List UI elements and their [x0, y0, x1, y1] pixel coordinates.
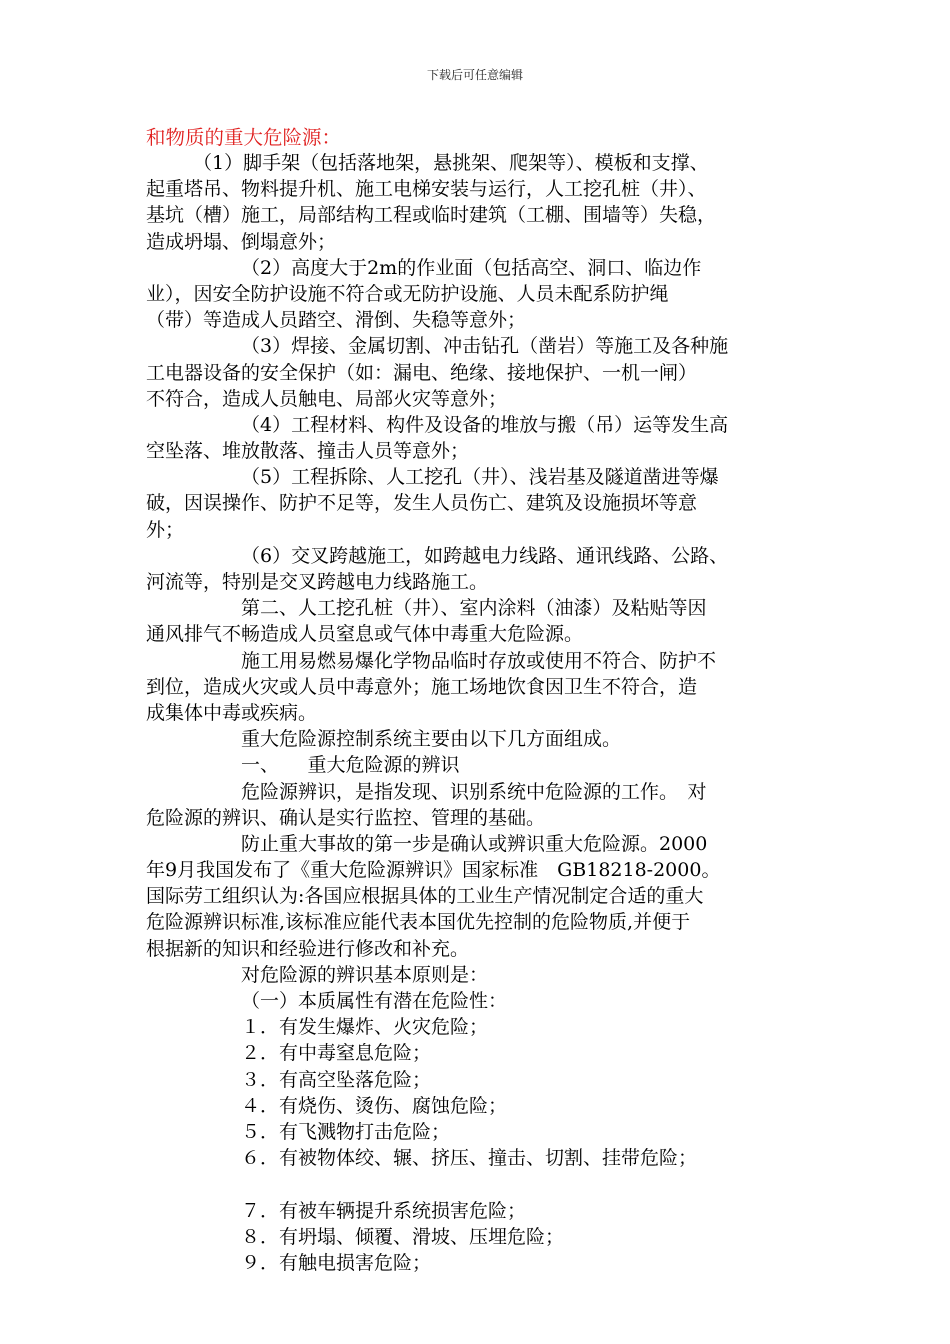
text-line: （5）工程拆除、人工挖孔（井）、浅岩基及隧道凿进等爆 — [241, 466, 719, 489]
text-line: 到位，造成火灾或人员中毒意外；施工场地饮食因卫生不符合，造 — [146, 675, 698, 698]
text-line: （4）工程材料、构件及设备的堆放与搬（吊）运等发生高 — [241, 413, 729, 436]
text-line: 外； — [146, 518, 185, 541]
text-line: 破，因误操作、防护不足等，发生人员伤亡、建筑及设施损坏等意 — [146, 492, 698, 515]
page-header: 下载后可任意编辑 — [426, 68, 523, 82]
list-item: ３．有高空坠落危险； — [241, 1068, 432, 1091]
text-line: 一、 重大危险源的辨识 — [241, 754, 460, 777]
list-item: ８．有坍塌、倾覆、滑坡、压埋危险； — [241, 1225, 565, 1248]
text-line: 危险源辨识，是指发现、识别系统中危险源的工作。 对 — [241, 780, 707, 803]
text-line: 防止重大事故的第一步是确认或辨识重大危险源。2000 — [241, 832, 708, 855]
text-line: 工电器设备的安全保护（如：漏电、绝缘、接地保护、一机一闸） — [146, 361, 698, 384]
text-line: 年9月我国发布了《重大危险源辨识》国家标准 GB18218-2000。 — [146, 859, 721, 882]
text-line: 造成坍塌、倒塌意外； — [146, 230, 337, 253]
text-line: 根据新的知识和经验进行修改和补充。 — [146, 937, 470, 960]
list-item: ６．有被物体绞、辗、挤压、撞击、切割、挂带危险； — [241, 1147, 698, 1170]
text-line: （3）焊接、金属切割、冲击钻孔（凿岩）等施工及各种施 — [241, 335, 729, 358]
list-item: ９．有触电损害危险； — [241, 1251, 432, 1274]
text-line: 第二、人工挖孔桩（井）、室内涂料（油漆）及粘贴等因 — [241, 597, 707, 620]
text-line: 国际劳工组织认为:各国应根据具体的工业生产情况制定合适的重大 — [146, 885, 704, 908]
text-line: 危险源辨识标准,该标准应能代表本国优先控制的危险物质,并便于 — [146, 911, 691, 934]
text-line: （一）本质属性有潜在危险性： — [241, 990, 508, 1012]
text-line: 业），因安全防护设施不符合或无防护设施、人员未配系防护绳 — [146, 282, 669, 305]
text-line: 施工用易燃易爆化学物品临时存放或使用不符合、防护不 — [241, 649, 717, 672]
text-line: 河流等，特别是交叉跨越电力线路施工。 — [146, 571, 489, 593]
list-item: ４．有烧伤、烫伤、腐蚀危险； — [241, 1094, 508, 1117]
text-line: 危险源的辨识、确认是实行监控、管理的基础。 — [146, 806, 546, 829]
text-line: （带）等造成人员踏空、滑倒、失稳等意外； — [146, 309, 527, 332]
list-item: ２．有中毒窒息危险； — [241, 1042, 432, 1065]
text-line: 重大危险源控制系统主要由以下几方面组成。 — [241, 728, 622, 751]
text-line: （2）高度大于2m的作业面（包括高空、洞口、临边作 — [241, 256, 702, 279]
text-line: 对危险源的辨识基本原则是： — [241, 963, 489, 986]
text-line: 空坠落、堆放散落、撞击人员等意外； — [146, 440, 470, 463]
text-line: 基坑（槽）施工，局部结构工程或临时建筑（工棚、围墙等）失稳， — [146, 204, 717, 227]
text-line: 成集体中毒或疾病。 — [146, 701, 318, 724]
list-item: ５．有飞溅物打击危险； — [241, 1120, 451, 1143]
text-line: （1）脚手架（包括落地架，悬挑架、爬架等）、模板和支撑、 — [193, 152, 709, 174]
list-item: １．有发生爆炸、火灾危险； — [241, 1016, 489, 1039]
text-line: 通风排气不畅造成人员窒息或气体中毒重大危险源。 — [146, 623, 584, 646]
blank-line — [146, 1171, 814, 1197]
text-line: 起重塔吊、物料提升机、施工电梯安装与运行，人工挖孔桩（井）、 — [146, 178, 707, 201]
text-line: 不符合，造成人员触电、局部火灾等意外； — [146, 387, 508, 410]
text-line: （6）交叉跨越施工，如跨越电力线路、通讯线路、公路、 — [241, 544, 729, 567]
list-item: ７．有被车辆提升系统损害危险； — [241, 1199, 527, 1222]
document-body — [146, 150, 814, 1276]
section-heading: 和物质的重大危险源： — [146, 126, 342, 149]
